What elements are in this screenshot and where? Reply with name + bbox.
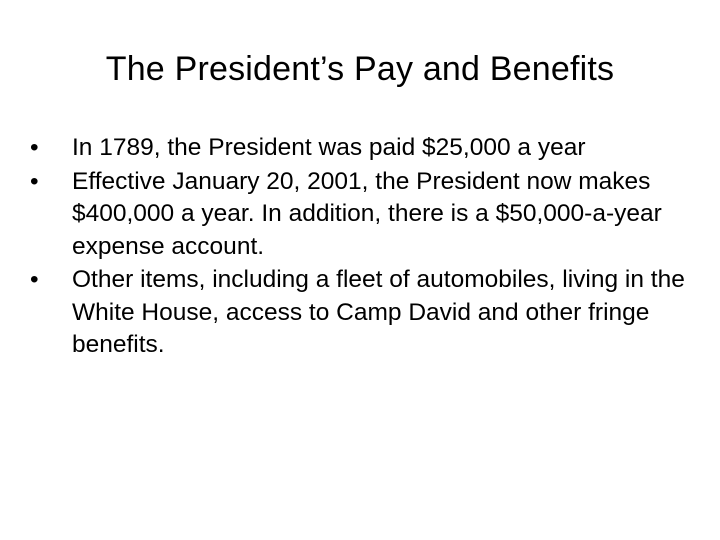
bullet-icon: • bbox=[30, 266, 39, 293]
bullet-icon: • bbox=[30, 167, 39, 195]
bullet-item-2 bbox=[30, 166, 690, 264]
bullet-item-3 bbox=[30, 264, 690, 362]
bullet-text: In 1789, the President was paid $25,000 a year bbox=[72, 134, 586, 161]
bullet-item-1 bbox=[30, 132, 690, 165]
bullet-list bbox=[30, 132, 690, 363]
slide-title: The President’s Pay and Benefits bbox=[105, 50, 615, 88]
bullet-text: Other items, including a fleet of automobiles, living in the White House, access to Camp David and other fringe benefits. bbox=[72, 266, 685, 358]
bullet-icon: • bbox=[30, 134, 39, 161]
bullet-text: Effective January 20, 2001, the President now makes $400,000 a year. In addition, there is a $50,000-a-year expense account. bbox=[72, 167, 662, 260]
